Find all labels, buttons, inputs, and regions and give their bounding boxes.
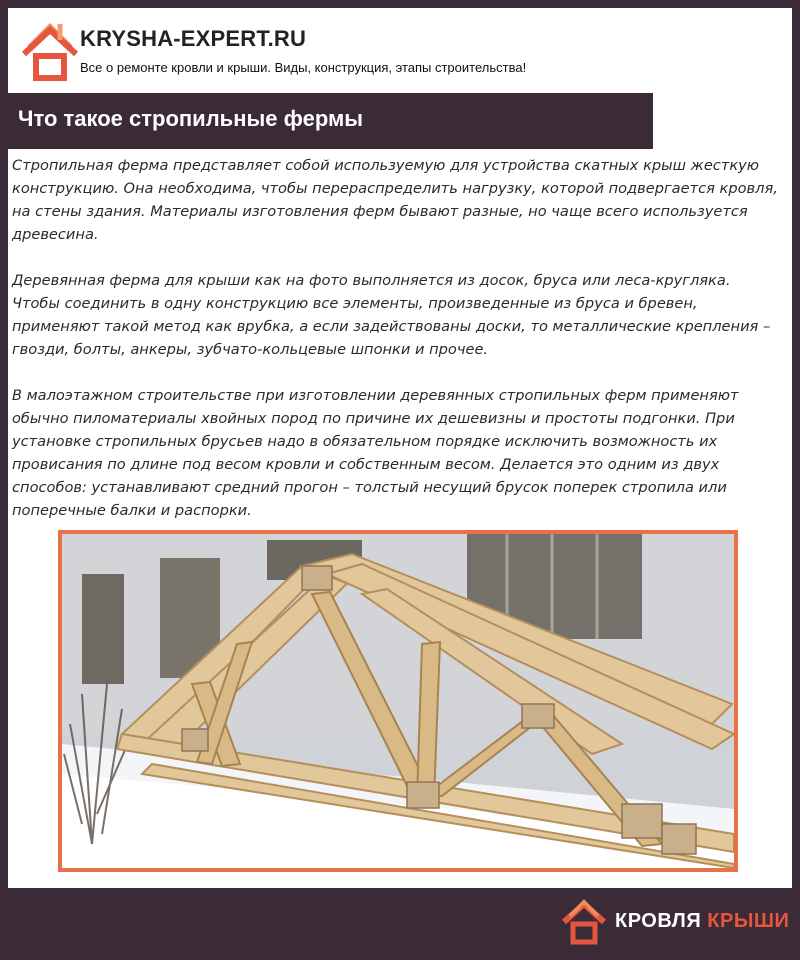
truss-photo — [58, 530, 738, 872]
footer-brand-part2: КРЫШИ — [707, 910, 790, 932]
paragraph-3: В малоэтажном строительстве при изготовлении деревянных стропильных ферм применяют обычно пиломатериалы хвойных пород по причине их дешевизны и простоты подгонки. При установке стропильных брусьев надо в обязательном порядке исключить возможность их провисания по длине под весом кровли и собственным весом. Делается это одним из двух способов: устанавливают средний прогон – толстый несущий брусок поперек стропила или поперечные балки и распорки. — [12, 387, 739, 519]
footer-brand-part1: КРОВЛЯ — [615, 910, 702, 932]
house-logo-icon — [20, 18, 80, 84]
site-name[interactable]: KRYSHA-EXPERT.RU — [80, 26, 307, 51]
footer-brand[interactable] — [615, 910, 789, 933]
article-body — [12, 154, 782, 545]
title-bar — [8, 93, 653, 149]
content-card — [8, 8, 792, 888]
paragraph-1: Стропильная ферма представляет собой используемую для устройства скатных крыш жесткую конструкцию. Она необходима, чтобы перераспределить нагрузку, которой подвергается кровля, на стены здания. Материалы изготовления ферм бывают разные, но чаще всего используется древесина. — [12, 157, 778, 243]
paragraph-2: Деревянная ферма для крыши как на фото выполняется из досок, бруса или леса-кругляка. Чтобы соединить в одну конструкцию все элементы, произведенные из бруса и бревен, применяют такой метод как врубка, а если задействованы доски, то металлические крепления – гвозди, болты, анкеры, зубчато-кольцевые шпонки и прочее. — [12, 272, 771, 358]
page-title: Что такое стропильные фермы — [18, 106, 364, 131]
site-tagline: Все о ремонте кровли и крыши. Виды, конструкция, этапы строительства! — [80, 60, 527, 75]
footer-house-logo-icon — [560, 896, 608, 948]
